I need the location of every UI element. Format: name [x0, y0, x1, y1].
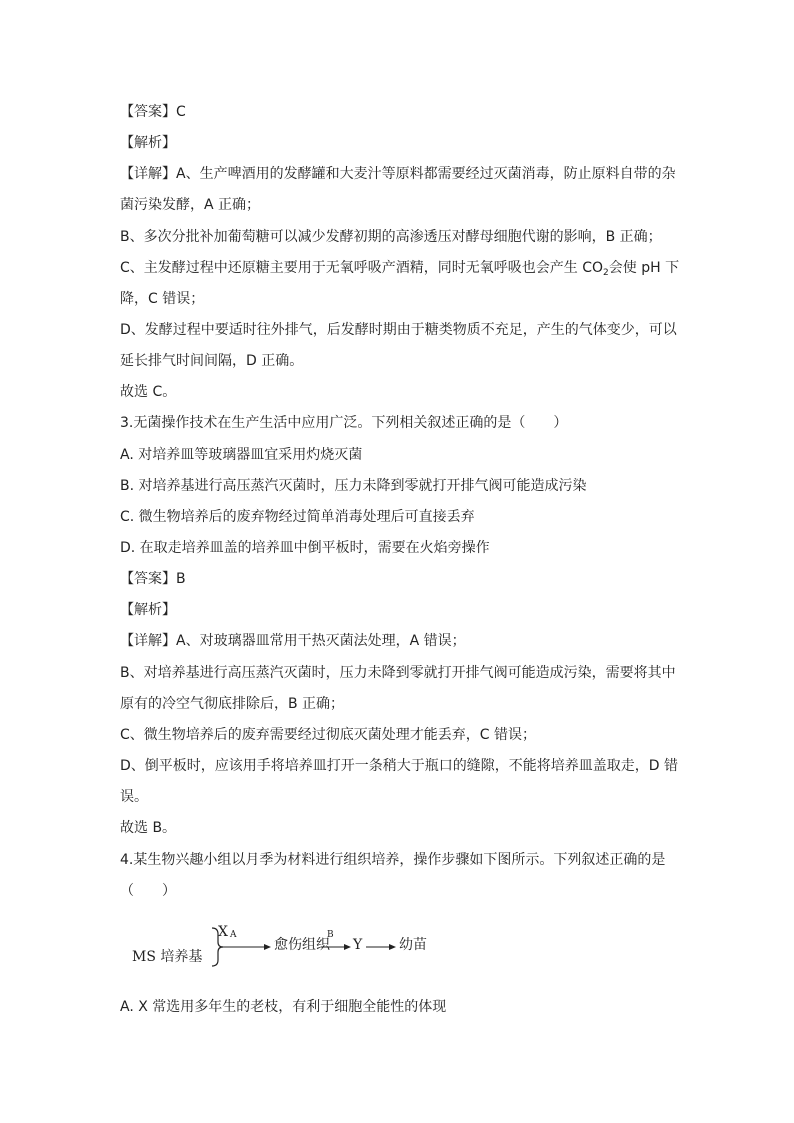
- question-3-stem: 3.无菌操作技术在生产生活中应用广泛。下列相关叙述正确的是（ ）: [120, 415, 568, 431]
- diagram-y-label: Y: [353, 937, 363, 953]
- conclusion-q3: 故选 B。: [120, 820, 177, 836]
- question-3-option-c: C. 微生物培养后的废弃物经过简单消毒处理后可直接丢弃: [120, 509, 475, 525]
- arrow-b-head: [344, 944, 351, 950]
- question-3-option-b: B. 对培养基进行高压蒸汽灭菌时，压力未降到零就打开排气阀可能造成污染: [120, 478, 587, 494]
- diagram-callus-label: 愈伤组织: [274, 937, 330, 953]
- arrow-c-head: [389, 944, 396, 950]
- detail-line: B、对培养基进行高压蒸汽灭菌时，压力未降到零就打开排气阀可能造成污染，需要将其中: [120, 665, 676, 681]
- detail-line: 原有的冷空气彻底排除后，B 正确；: [120, 696, 345, 712]
- question-3-option-a: A. 对培养皿等玻璃器皿宜采用灼烧灭菌: [120, 447, 363, 463]
- answer-label-q3: 【答案】B: [120, 571, 186, 587]
- arrow-a-label: A: [230, 930, 237, 940]
- arrow-a-head: [264, 944, 271, 950]
- conclusion-q2: 故选 C。: [120, 384, 177, 400]
- detail-line: 【详解】A、对玻璃器皿常用干热灭菌法处理，A 错误；: [120, 633, 466, 649]
- arrow-b-label: B: [327, 930, 334, 940]
- diagram-x-label: X: [218, 924, 228, 940]
- co2-subscript: 2: [603, 268, 609, 278]
- detail-line: 【详解】A、生产啤酒用的发酵罐和大麦汁等原料都需要经过灭菌消毒，防止原料自带的杂: [120, 166, 676, 182]
- analysis-label-q3: 【解析】: [120, 602, 176, 618]
- diagram-seedling-label: 幼苗: [399, 937, 427, 953]
- detail-line-co2: C、主发酵过程中还原糖主要用于无氧呼吸产酒精，同时无氧呼吸也会产生 $CO_2$会使 pH 下: [120, 260, 680, 278]
- detail-line: D、发酵过程中要适时往外排气，后发酵时期由于糖类物质不充足，产生的气体变少，可以: [120, 322, 677, 338]
- analysis-label-q2: 【解析】: [120, 135, 176, 151]
- answer-label-q2: 【答案】C: [120, 104, 186, 120]
- detail-line: D、倒平板时，应该用手将培养皿打开一条稍大于瓶口的缝隙，不能将培养皿盖取走，D 错: [120, 758, 679, 774]
- detail-line: 延长排气时间间隔，D 正确。: [120, 353, 304, 369]
- tissue-culture-flow-diagram: [126, 922, 446, 972]
- detail-line: 降，C 错误；: [120, 291, 205, 307]
- detail-line: 误。: [120, 789, 148, 805]
- question-4-stem-cont: （ ）: [120, 883, 176, 899]
- question-4-stem: 4.某生物兴趣小组以月季为材料进行组织培养，操作步骤如下图所示。下列叙述正确的是: [120, 852, 666, 868]
- diagram-ms-medium-label: MS 培养基: [132, 949, 203, 965]
- brace-shape: [212, 928, 223, 966]
- question-3-option-d: D. 在取走培养皿盖的培养皿中倒平板时，需要在火焰旁操作: [120, 540, 490, 556]
- detail-line: C、微生物培养后的废弃需要经过彻底灭菌处理才能丢弃，C 错误；: [120, 727, 536, 743]
- question-4-option-a: A. X 常选用多年生的老枝，有利于细胞全能性的体现: [120, 999, 447, 1015]
- detail-line: 菌污染发酵，A 正确；: [120, 197, 261, 213]
- detail-line: B、多次分批补加葡萄糖可以减少发酵初期的高渗透压对酵母细胞代谢的影响，B 正确；: [120, 229, 662, 245]
